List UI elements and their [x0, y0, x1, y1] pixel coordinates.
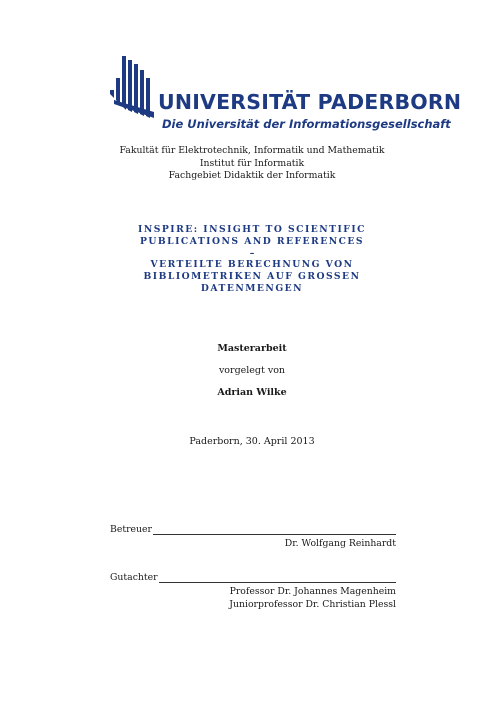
- place-date: Paderborn, 30. April 2013: [189, 436, 315, 447]
- faculty-block: [0, 145, 504, 183]
- reviewers-label: Gutachter: [110, 572, 158, 583]
- logo-tagline: Die Universität der Informationsgesellschaft: [162, 117, 451, 131]
- department-name: Fachgebiet Didaktik der Informatik: [168, 170, 336, 181]
- author-name: Adrian Wilke: [217, 387, 287, 398]
- title-line: DATENMENGEN: [200, 282, 304, 294]
- reviewers-block: [110, 572, 396, 611]
- logo-emblem-icon: [110, 56, 158, 118]
- submitted-by-label: vorgelegt von: [218, 365, 286, 376]
- advisor-name: Dr. Wolfgang Reinhardt: [284, 538, 396, 549]
- title-separator: –: [249, 247, 255, 259]
- thesis-type: Masterarbeit: [217, 343, 287, 354]
- thesis-title: [0, 224, 504, 295]
- institute-name: Institut für Informatik: [199, 157, 305, 169]
- logo-university-name: UNIVERSITÄT PADERBORN: [158, 90, 462, 114]
- reviewer-name: Professor Dr. Johannes Magenheim: [229, 586, 396, 597]
- title-line: VERTEILTE BERECHNUNG VON: [150, 259, 354, 271]
- university-logo: [110, 56, 462, 136]
- advisor-label: Betreuer: [110, 524, 152, 535]
- advisor-block: [110, 524, 396, 551]
- title-line: PUBLICATIONS AND REFERENCES: [139, 235, 365, 247]
- reviewer-name: Juniorprofessor Dr. Christian Plessl: [229, 598, 396, 610]
- title-line: BIBLIOMETRIKEN AUF GROSSEN: [143, 271, 361, 283]
- title-line: INSPIRE: INSIGHT TO SCIENTIFIC: [138, 224, 366, 235]
- faculty-name: Fakultät für Elektrotechnik, Informatik und Mathematik: [119, 145, 385, 156]
